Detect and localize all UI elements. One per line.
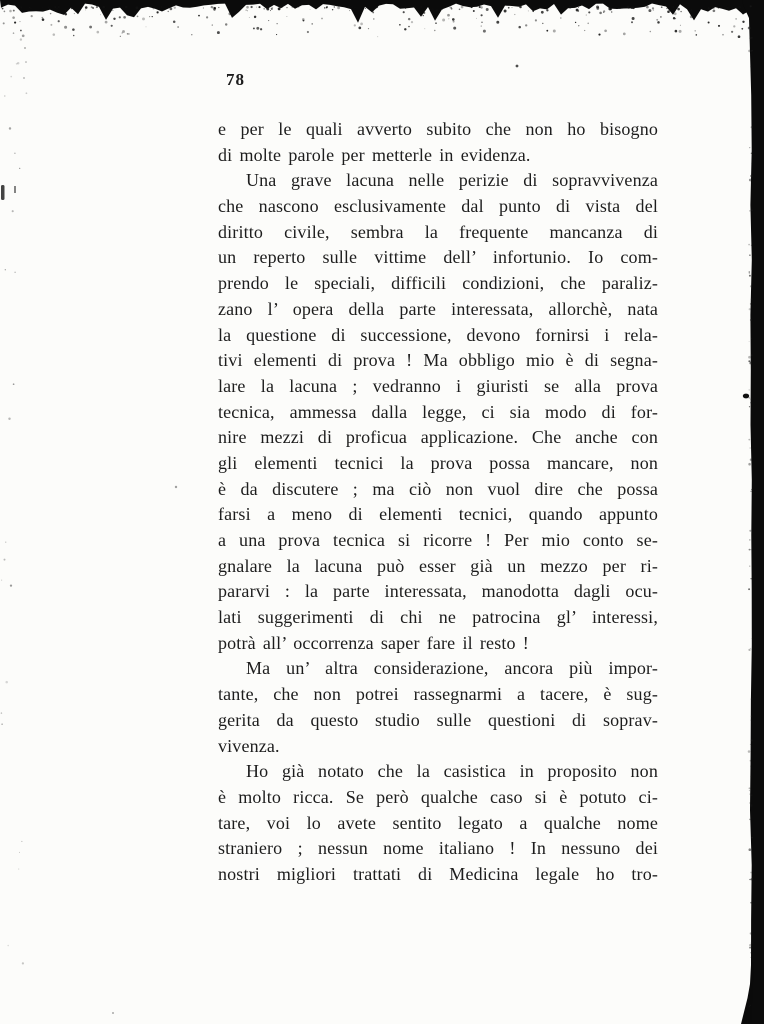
text-line: tivi elementi di prova ! Ma obbligo mio è di segna-	[218, 350, 658, 371]
text-line: che nascono esclusivamente dal punto di vista del	[218, 196, 658, 217]
text-line: straniero ; nessun nome italiano ! In nessuno dei	[218, 838, 658, 859]
text-line: di molte parole per metterle in evidenza.	[218, 144, 531, 165]
text-line: gerita da questo studio sulle questioni di soprav-	[218, 709, 658, 730]
text-line: è molto ricca. Se però qualche caso si è potuto ci-	[218, 786, 658, 807]
text-line: lati suggerimenti di chi ne patrocina gl’ interessi,	[218, 607, 658, 628]
text-line: Una grave lacuna nelle perizie di sopravvivenza	[246, 170, 658, 191]
text-line: potrà all’ occorrenza saper fare il resto !	[218, 632, 529, 653]
text-line: Ma un’ altra considerazione, ancora più impor-	[246, 658, 658, 679]
text-line: Ho già notato che la casistica in proposito non	[246, 761, 658, 782]
text-line: la questione di successione, devono fornirsi i rela-	[218, 324, 658, 345]
text-line: pararvi : la parte interessata, manodotta dagli ocu-	[218, 581, 658, 602]
text-line: e per le quali avverto subito che non ho bisogno	[218, 119, 658, 139]
text-line: tante, che non potrei rassegnarmi a tacere, è sug-	[218, 684, 658, 705]
text-line: farsi a meno di elementi tecnici, quando appunto	[218, 504, 658, 525]
text-line: zano l’ opera della parte interessata, allorchè, nata	[218, 298, 658, 319]
text-line: prendo le speciali, difficili condizioni, che paraliz-	[218, 273, 658, 294]
text-line: tare, voi lo avete sentito legato a qualche nome	[218, 812, 658, 833]
text-line: tecnica, ammessa dalla legge, ci sia modo di for-	[218, 401, 658, 422]
text-line: un reperto sulle vittime dell’ infortunio. Io com-	[218, 247, 658, 268]
text-line: è da discutere ; ma ciò non vuol dire che possa	[218, 478, 658, 499]
text-line: gnalare la lacuna può esser già un mezzo per ri-	[218, 555, 658, 576]
text-line: lare la lacuna ; vedranno i giuristi se alla prova	[218, 375, 658, 396]
text-line: nire mezzi di proficua applicazione. Che anche con	[218, 427, 658, 448]
page-number: 78	[226, 70, 245, 89]
text-line: vivenza.	[218, 735, 280, 756]
text-line: diritto civile, sembra la frequente mancanza di	[218, 221, 658, 242]
text-block	[218, 117, 658, 888]
text-line: nostri migliori trattati di Medicina legale ho tro-	[218, 863, 658, 884]
text-line: a una prova tecnica si ricorre ! Per mio conto se-	[218, 530, 658, 550]
text-line: gli elementi tecnici la prova possa mancare, non	[218, 452, 658, 473]
